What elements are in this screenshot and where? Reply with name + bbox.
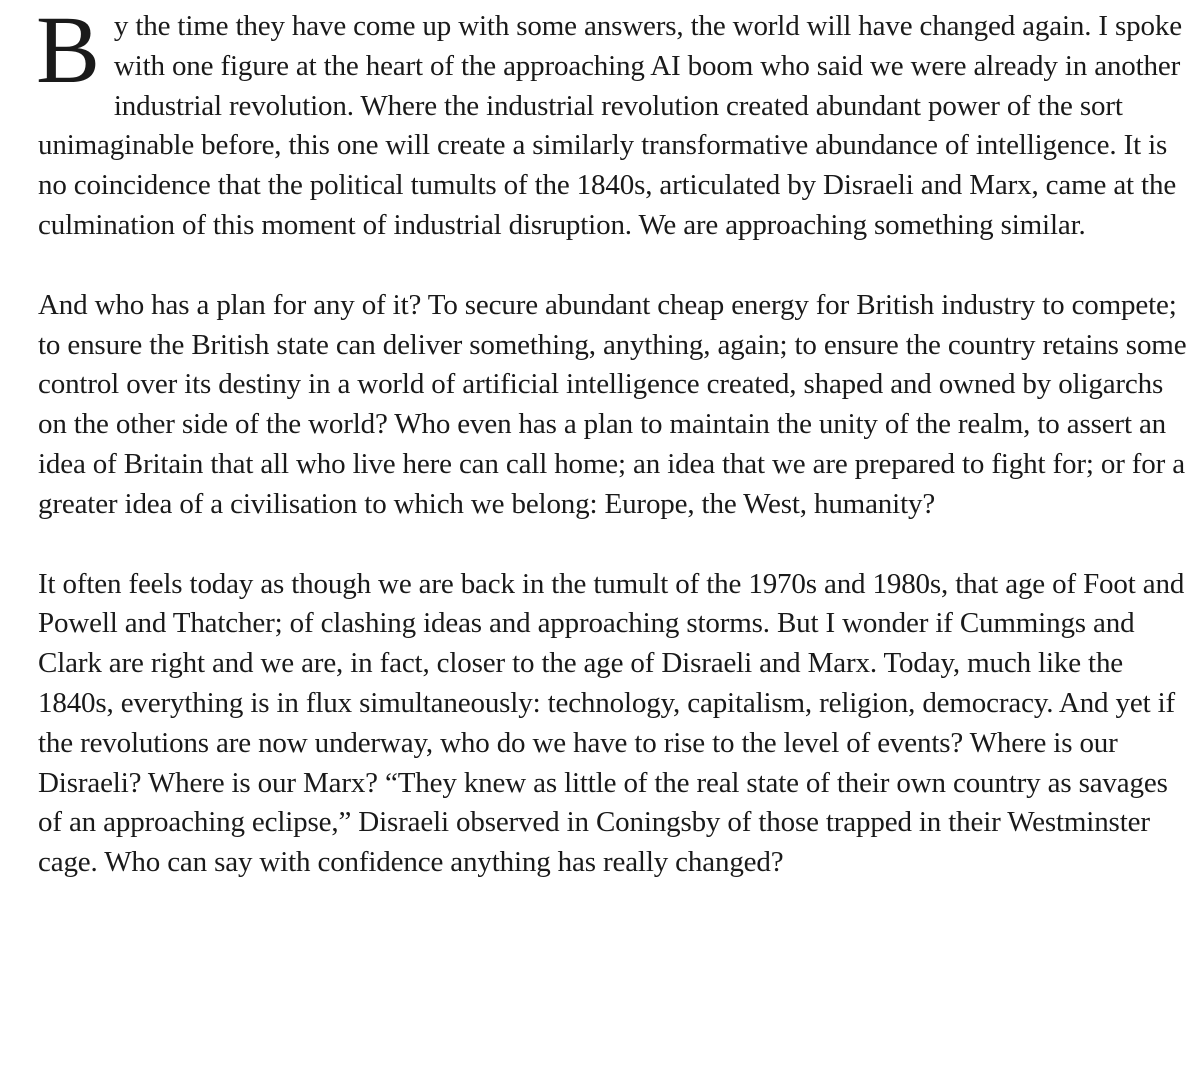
drop-cap: B xyxy=(36,0,100,103)
paragraph-1 xyxy=(36,0,1190,246)
paragraph-1-text: y the time they have come up with some answers, the world will have changed again. I spoke with one figure at the heart of the approaching AI boom who said we were already in another industrial revolution. Where the industrial revolution created abundant power of the sort unimaginable before, this one will create a similarly transformative abundance of intelligence. It is no coincidence that the political tumults of the 1840s, articulated by Disraeli and Marx, came at the culmination of this moment of industrial disruption. We are approaching something similar. xyxy=(38,10,1182,241)
paragraph-3: It often feels today as though we are back in the tumult of the 1970s and 1980s, that age of Foot and Powell and Thatcher; of clashing ideas and approaching storms. But I wonder if Cummings and Clark are right and we are, in fact, closer to the age of Disraeli and Marx. Today, much like the 1840s, everything is in flux simultaneously: technology, capitalism, religion, democracy. And yet if the revolutions are now underway, who do we have to rise to the level of events? Where is our Disraeli? Where is our Marx? “They knew as little of the real state of their own country as savages of an approaching eclipse,” Disraeli observed in Coningsby of those trapped in their Westminster cage. Who can say with confidence anything has really changed? xyxy=(38,567,1185,879)
paragraph-2: And who has a plan for any of it? To secure abundant cheap energy for British industry to compete; to ensure the British state can deliver something, anything, again; to ensure the country retains some control over its destiny in a world of artificial intelligence created, shaped and owned by oligarchs on the other side of the world? Who even has a plan to maintain the unity of the realm, to assert an idea of Britain that all who live here can call home; an idea that we are prepared to fight for; or for a greater idea of a civilisation to which we belong: Europe, the West, humanity? xyxy=(38,288,1187,520)
article-body xyxy=(36,0,1190,883)
